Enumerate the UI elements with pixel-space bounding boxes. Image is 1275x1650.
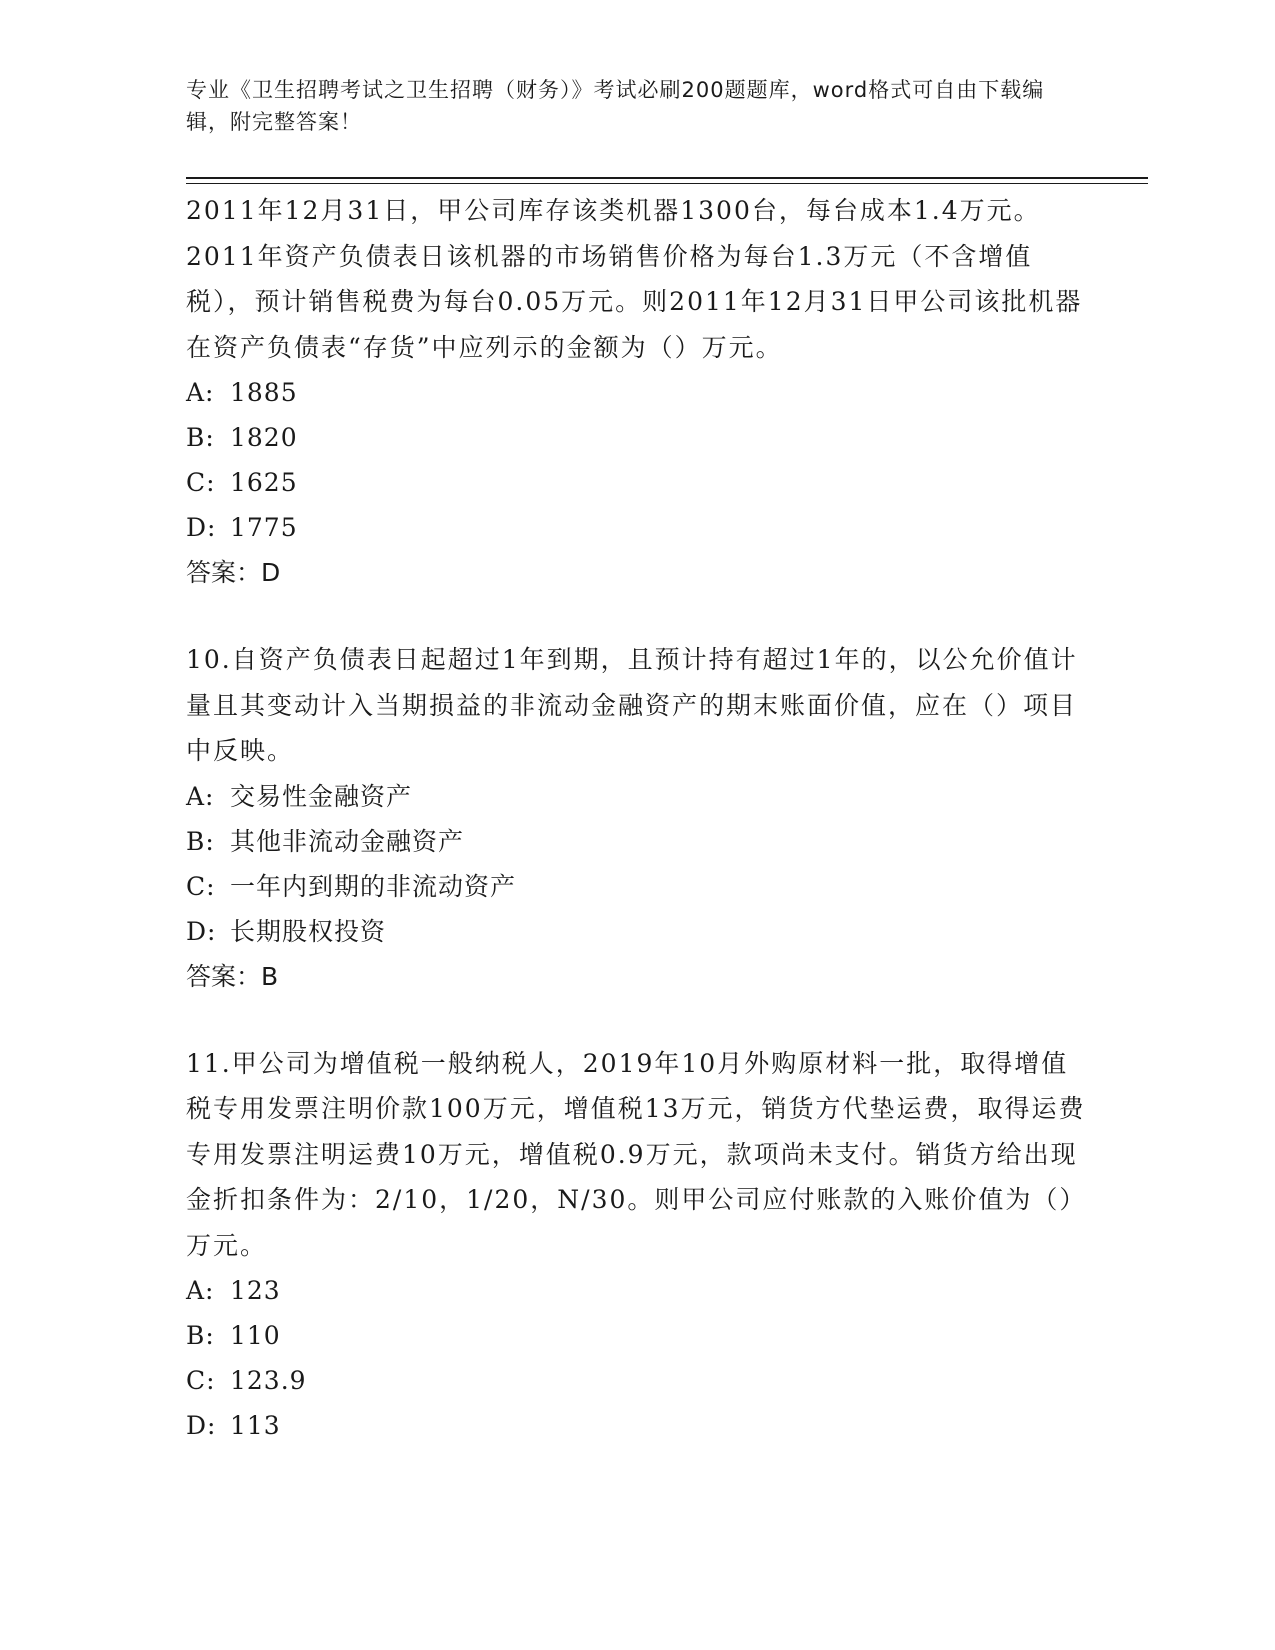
option-label: D:: [186, 513, 217, 542]
option-label: D:: [186, 916, 217, 946]
question-spacer: [186, 595, 1086, 637]
option-c: [186, 864, 1086, 909]
option-value: 1775: [230, 513, 298, 542]
option-value: 一年内到期的非流动资产: [230, 871, 517, 901]
option-value: 交易性金融资产: [230, 781, 413, 811]
question-11: [186, 1041, 1086, 1449]
option-value: 110: [230, 1321, 281, 1350]
option-label: D:: [186, 1411, 217, 1440]
option-label: B:: [186, 423, 215, 452]
option-value: 113: [230, 1411, 281, 1440]
question-text: 2011年12月31日，甲公司库存该类机器1300台，每台成本1.4万元。2011年资产负债表日该机器的市场销售价格为每台1.3万元（不含增值税），预计销售税费为每台0.05万元。则2011年12月31日甲公司该批机器在资产负债表“存货”中应列示的金额为（）万元。: [186, 196, 1083, 362]
question-spacer: [186, 999, 1086, 1041]
option-value: 1625: [230, 468, 298, 497]
option-value: 1885: [230, 378, 298, 407]
question-text: 11.甲公司为增值税一般纳税人，2019年10月外购原材料一批，取得增值税专用发票注明价款100万元，增值税13万元，销货方代垫运费，取得运费专用发票注明运费10万元，增值税0.9万元，款项尚未支付。销货方给出现金折扣条件为：2/10，1/20，N/30。则甲公司应付账款的入账价值为（）万元。: [186, 1048, 1086, 1260]
header-rule-thick: [186, 177, 1148, 179]
option-b: [186, 415, 1086, 460]
option-value: 其他非流动金融资产: [230, 826, 465, 856]
option-label: B:: [186, 1321, 215, 1350]
option-a: [186, 370, 1086, 415]
option-label: C:: [186, 1366, 216, 1395]
option-d: [186, 505, 1086, 550]
option-b: [186, 1313, 1086, 1358]
option-label: A:: [186, 1276, 215, 1305]
header-rule-thin: [186, 183, 1148, 184]
option-value: 长期股权投资: [230, 916, 387, 946]
answer-line: 答案：B: [186, 961, 279, 991]
option-a: [186, 1268, 1086, 1313]
option-label: C:: [186, 468, 216, 497]
question-text: 10.自资产负债表日起超过1年到期，且预计持有超过1年的，以公允价值计量且其变动计入当期损益的非流动金融资产的期末账面价值，应在（）项目中反映。: [186, 645, 1078, 765]
option-value: 1820: [230, 423, 298, 452]
answer-line: 答案：D: [186, 558, 281, 587]
option-value: 123: [230, 1276, 281, 1305]
option-label: C:: [186, 871, 216, 901]
option-c: [186, 460, 1086, 505]
option-c: [186, 1358, 1086, 1403]
option-d: [186, 909, 1086, 954]
option-b: [186, 819, 1086, 864]
option-label: A:: [186, 781, 215, 811]
option-a: [186, 774, 1086, 819]
option-value: 123.9: [230, 1366, 307, 1395]
option-label: A:: [186, 378, 215, 407]
question-list: [186, 188, 1086, 1448]
document-header: 专业《卫生招聘考试之卫生招聘（财务）》考试必刷200题题库，word格式可自由下载编辑，附完整答案！: [186, 78, 1045, 134]
option-d: [186, 1403, 1086, 1448]
question-10: [186, 637, 1086, 999]
question-9: [186, 188, 1086, 595]
option-label: B:: [186, 826, 215, 856]
